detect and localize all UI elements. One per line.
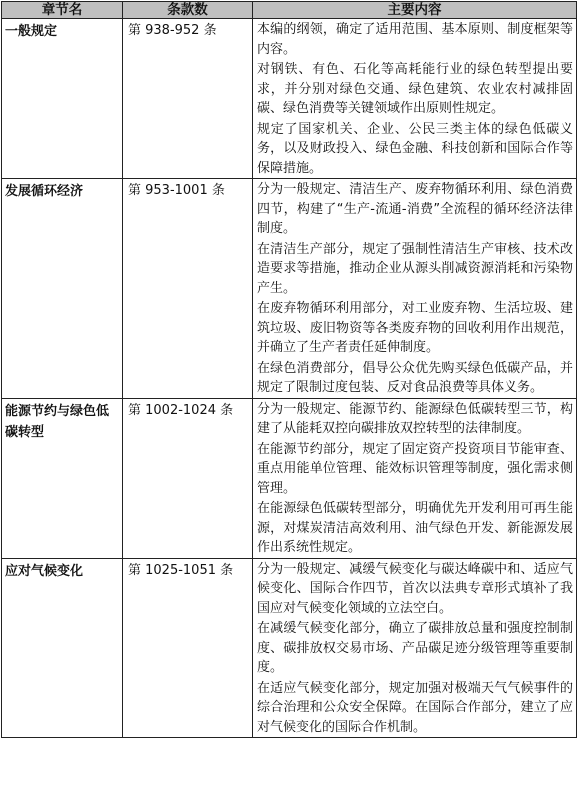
main-content bbox=[253, 19, 577, 179]
content-paragraph: 本编的纲领，确定了适用范围、基本原则、制度框架等内容。 bbox=[257, 22, 573, 57]
header-content: 主要内容 bbox=[253, 2, 577, 19]
header-chapter: 章节名 bbox=[2, 2, 123, 19]
content-paragraph: 在适应气候变化部分，规定加强对极端天气气候事件的综合治理和公众安全保障。在国际合作部分，建立了应对气候变化的国际合作机制。 bbox=[257, 680, 573, 735]
content-paragraph: 在能源节约部分，规定了固定资产投资项目节能审查、重点用能单位管理、能效标识管理等制度，强化需求侧管理。 bbox=[257, 441, 573, 496]
header-row bbox=[2, 2, 577, 19]
article-range: 第 1025-1051 条 bbox=[123, 558, 253, 738]
content-paragraph: 分为一般规定、能源节约、能源绿色低碳转型三节，构建了从能耗双控向碳排放双控转型的法律制度。 bbox=[257, 401, 573, 436]
content-paragraph: 分为一般规定、减缓气候变化与碳达峰碳中和、适应气候变化、国际合作四节，首次以法典专章形式填补了我国应对气候变化领域的立法空白。 bbox=[257, 561, 573, 616]
content-paragraph: 在减缓气候变化部分，确立了碳排放总量和强度控制制度、碳排放权交易市场、产品碳足迹分级管理等重要制度。 bbox=[257, 621, 573, 675]
main-content bbox=[253, 558, 577, 738]
content-paragraph: 对钢铁、有色、石化等高耗能行业的绿色转型提出要求，并分别对绿色交通、绿色建筑、农业农村减排固碳、绿色消费等关键领域作出原则性规定。 bbox=[257, 62, 573, 116]
content-paragraph: 规定了国家机关、企业、公民三类主体的绿色低碳义务，以及财政投入、绿色金融、科技创新和国际合作等保障措施。 bbox=[257, 121, 573, 176]
article-range: 第 953-1001 条 bbox=[123, 179, 253, 399]
content-paragraph: 在废弃物循环利用部分，对工业废弃物、生活垃圾、建筑垃圾、废旧物资等各类废弃物的回收利用作出规范，并确立了生产者责任延伸制度。 bbox=[257, 301, 573, 355]
header-articles: 条款数 bbox=[123, 2, 253, 19]
table-row bbox=[2, 179, 577, 399]
content-paragraph: 在绿色消费部分，倡导公众优先购买绿色低碳产品，并规定了限制过度包装、反对食品浪费等具体义务。 bbox=[257, 360, 573, 395]
table-row bbox=[2, 19, 577, 179]
table-row bbox=[2, 558, 577, 738]
content-paragraph: 在能源绿色低碳转型部分，明确优先开发利用可再生能源，对煤炭清洁高效利用、油气绿色开发、新能源发展作出系统性规定。 bbox=[257, 501, 573, 555]
content-paragraph: 分为一般规定、清洁生产、废弃物循环利用、绿色消费四节，构建了“生产-流通-消费”全流程的循环经济法律制度。 bbox=[257, 182, 573, 236]
main-content bbox=[253, 398, 577, 558]
content-paragraph: 在清洁生产部分，规定了强制性清洁生产审核、技术改造要求等措施，推动企业从源头削减资源消耗和污染物产生。 bbox=[257, 241, 573, 296]
chapter-name: 发展循环经济 bbox=[2, 179, 123, 399]
chapter-name: 能源节约与绿色低碳转型 bbox=[2, 398, 123, 558]
article-range: 第 938-952 条 bbox=[123, 19, 253, 179]
article-range: 第 1002-1024 条 bbox=[123, 398, 253, 558]
table-row bbox=[2, 398, 577, 558]
chapter-name: 应对气候变化 bbox=[2, 558, 123, 738]
chapter-summary-table bbox=[1, 1, 577, 738]
chapter-name: 一般规定 bbox=[2, 19, 123, 179]
main-content bbox=[253, 179, 577, 399]
